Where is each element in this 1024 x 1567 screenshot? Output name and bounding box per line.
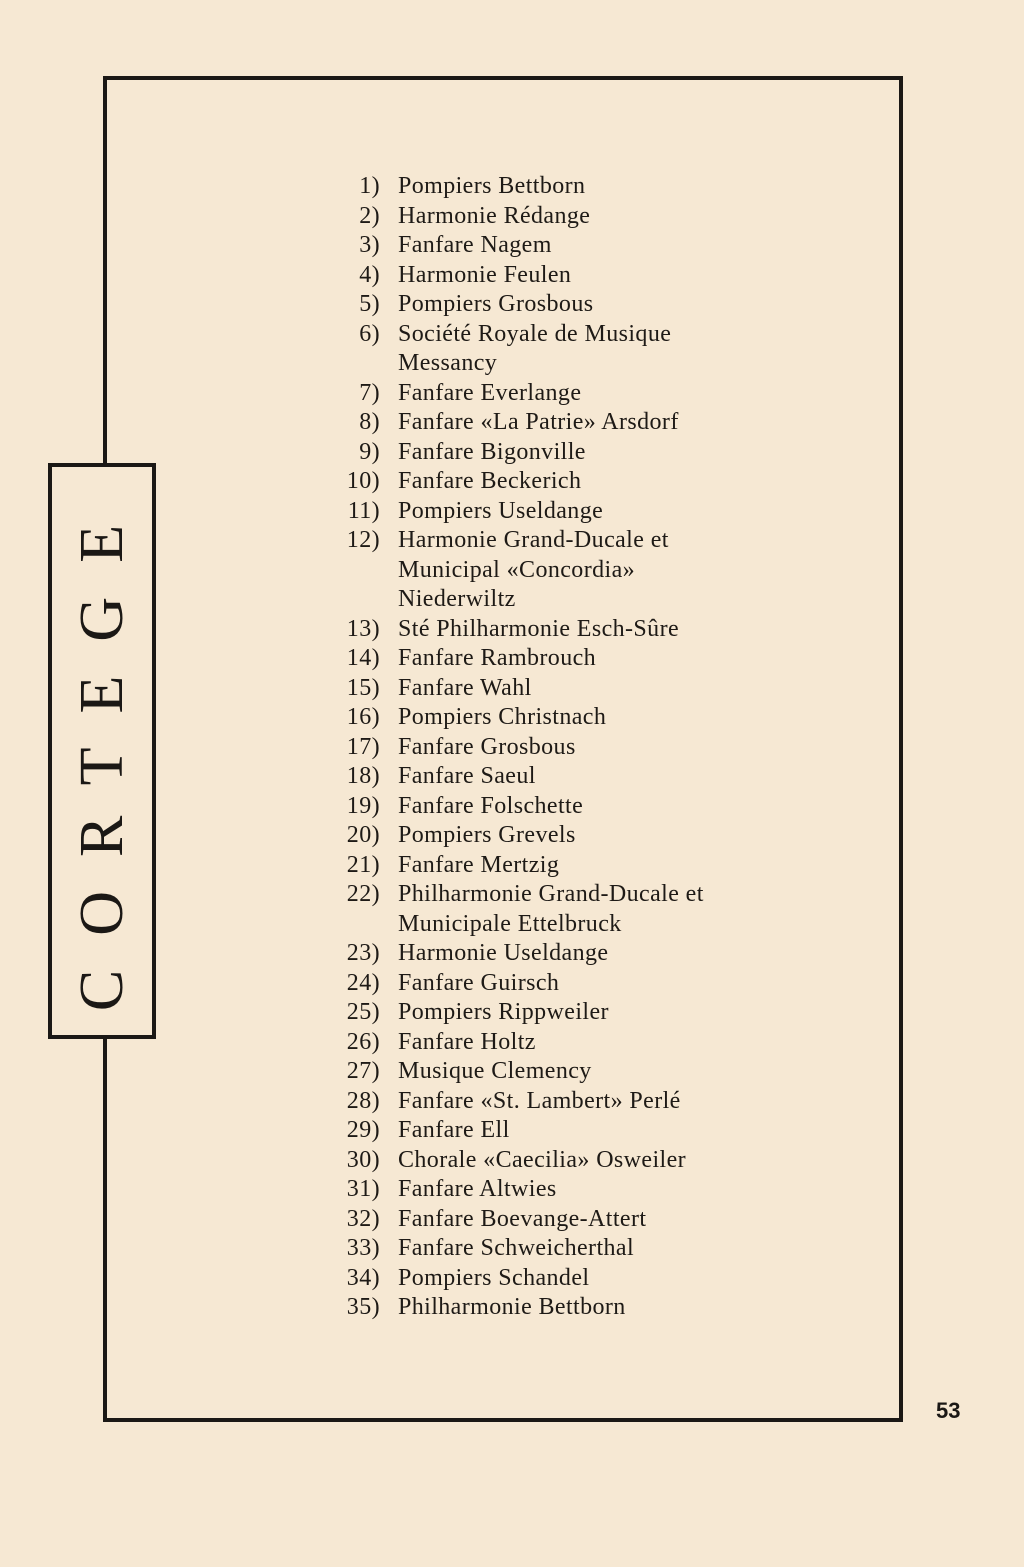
list-item [318, 762, 758, 792]
list-item [318, 615, 758, 645]
entry-name: Pompiers Grosbous [398, 291, 594, 317]
entry-name: Pompiers Schandel [398, 1264, 590, 1291]
entry-name: Fanfare Saeul [398, 763, 536, 789]
entry-number: 24) [346, 969, 380, 996]
entry-number: 11) [347, 497, 380, 524]
entry-number: 25) [346, 999, 380, 1025]
list-item [318, 1087, 758, 1117]
entry-name: Philharmonie Bettborn [398, 1294, 626, 1320]
entry-number: 9) [359, 438, 380, 465]
list-item [318, 202, 758, 232]
entry-number: 18) [346, 763, 380, 789]
list-item [318, 733, 758, 763]
entry-number: 2) [359, 202, 380, 229]
list-item [318, 1116, 758, 1146]
list-item [318, 1205, 758, 1235]
list-item [318, 467, 758, 497]
entry-name: Fanfare Mertzig [398, 851, 560, 878]
entry-name: Pompiers Bettborn [398, 173, 586, 199]
list-item [318, 1264, 758, 1294]
list-item [318, 1057, 758, 1087]
page-number: 53 [936, 1398, 961, 1423]
entry-name: Musique Clemency [398, 1058, 592, 1084]
list-item [318, 969, 758, 999]
list-item [318, 792, 758, 822]
entry-number: 29) [346, 1117, 380, 1143]
list-item [318, 320, 758, 379]
entry-number: 26) [346, 1028, 380, 1055]
entry-number: 21) [346, 851, 380, 878]
entry-number: 19) [346, 792, 380, 819]
entry-number: 27) [346, 1058, 380, 1084]
entry-number: 31) [346, 1176, 380, 1202]
entry-name: Harmonie Useldange [398, 940, 609, 966]
entry-name: Fanfare Rambrouch [398, 645, 597, 671]
entry-name: Pompiers Grevels [398, 822, 576, 848]
entry-name: Philharmonie Grand-Ducale et Municipale Ettelbruck [398, 881, 704, 937]
list-item [318, 880, 758, 939]
entry-number: 12) [346, 527, 380, 553]
entry-number: 8) [359, 409, 380, 435]
entry-name: Fanfare Wahl [398, 674, 532, 701]
list-item [318, 998, 758, 1028]
list-item [318, 231, 758, 261]
entry-number: 28) [346, 1087, 380, 1114]
list-item [318, 1028, 758, 1058]
entry-name: Pompiers Rippweiler [398, 999, 609, 1025]
entry-number: 10) [346, 468, 380, 494]
list-item [318, 261, 758, 291]
list-item [318, 644, 758, 674]
entry-name: Pompiers Useldange [398, 497, 604, 524]
entry-number: 3) [359, 232, 380, 258]
list-item [318, 1146, 758, 1176]
side-title-box [48, 463, 156, 1039]
entry-name: Fanfare Altwies [398, 1176, 557, 1202]
entry-name: Harmonie Grand-Ducale et Municipal «Concordia» Niederwiltz [398, 527, 669, 612]
entry-name: Harmonie Rédange [398, 202, 591, 229]
entry-number: 22) [346, 881, 380, 907]
entry-name: Fanfare Folschette [398, 792, 584, 819]
entry-name: Chorale «Caecilia» Osweiler [398, 1146, 687, 1173]
entry-list [318, 172, 758, 1323]
list-item [318, 1175, 758, 1205]
list-item [318, 703, 758, 733]
list-item [318, 939, 758, 969]
entry-number: 23) [346, 940, 380, 966]
list-item [318, 526, 758, 615]
entry-number: 6) [359, 320, 380, 347]
entry-name: Fanfare Boevange-Attert [398, 1205, 647, 1232]
entry-number: 14) [346, 645, 380, 671]
entry-number: 15) [346, 674, 380, 701]
list-item [318, 1234, 758, 1264]
entry-number: 35) [346, 1294, 380, 1320]
entry-name: Fanfare Beckerich [398, 468, 582, 494]
entry-number: 13) [346, 615, 380, 642]
entry-number: 7) [359, 379, 380, 406]
list-item [318, 1293, 758, 1323]
entry-name: Fanfare «St. Lambert» Perlé [398, 1087, 681, 1114]
list-item [318, 674, 758, 704]
entry-number: 5) [359, 291, 380, 317]
list-item [318, 408, 758, 438]
entry-name: Fanfare Guirsch [398, 969, 560, 996]
entry-name: Harmonie Feulen [398, 261, 572, 288]
side-title: CORTEGE [68, 490, 136, 1012]
entry-name: Société Royale de Musique Messancy [398, 320, 672, 376]
entry-number: 1) [359, 173, 380, 199]
list-item [318, 379, 758, 409]
entry-number: 34) [346, 1264, 380, 1291]
list-item [318, 438, 758, 468]
entry-number: 30) [346, 1146, 380, 1173]
entry-name: Fanfare Everlange [398, 379, 582, 406]
list-item [318, 497, 758, 527]
list-item [318, 172, 758, 202]
entry-number: 16) [346, 704, 380, 730]
entry-number: 17) [346, 733, 380, 760]
entry-name: Fanfare «La Patrie» Arsdorf [398, 409, 679, 435]
entry-name: Sté Philharmonie Esch-Sûre [398, 615, 680, 642]
entry-name: Fanfare Grosbous [398, 733, 576, 760]
entry-number: 32) [346, 1205, 380, 1232]
entry-number: 20) [346, 822, 380, 848]
list-item [318, 851, 758, 881]
entry-name: Fanfare Nagem [398, 232, 552, 258]
entry-number: 33) [346, 1235, 380, 1261]
entry-name: Fanfare Ell [398, 1117, 510, 1143]
entry-name: Fanfare Schweicherthal [398, 1235, 635, 1261]
list-item [318, 821, 758, 851]
list-item [318, 290, 758, 320]
entry-name: Fanfare Holtz [398, 1028, 536, 1055]
entry-name: Pompiers Christnach [398, 704, 607, 730]
entry-number: 4) [359, 261, 380, 288]
entry-name: Fanfare Bigonville [398, 438, 586, 465]
